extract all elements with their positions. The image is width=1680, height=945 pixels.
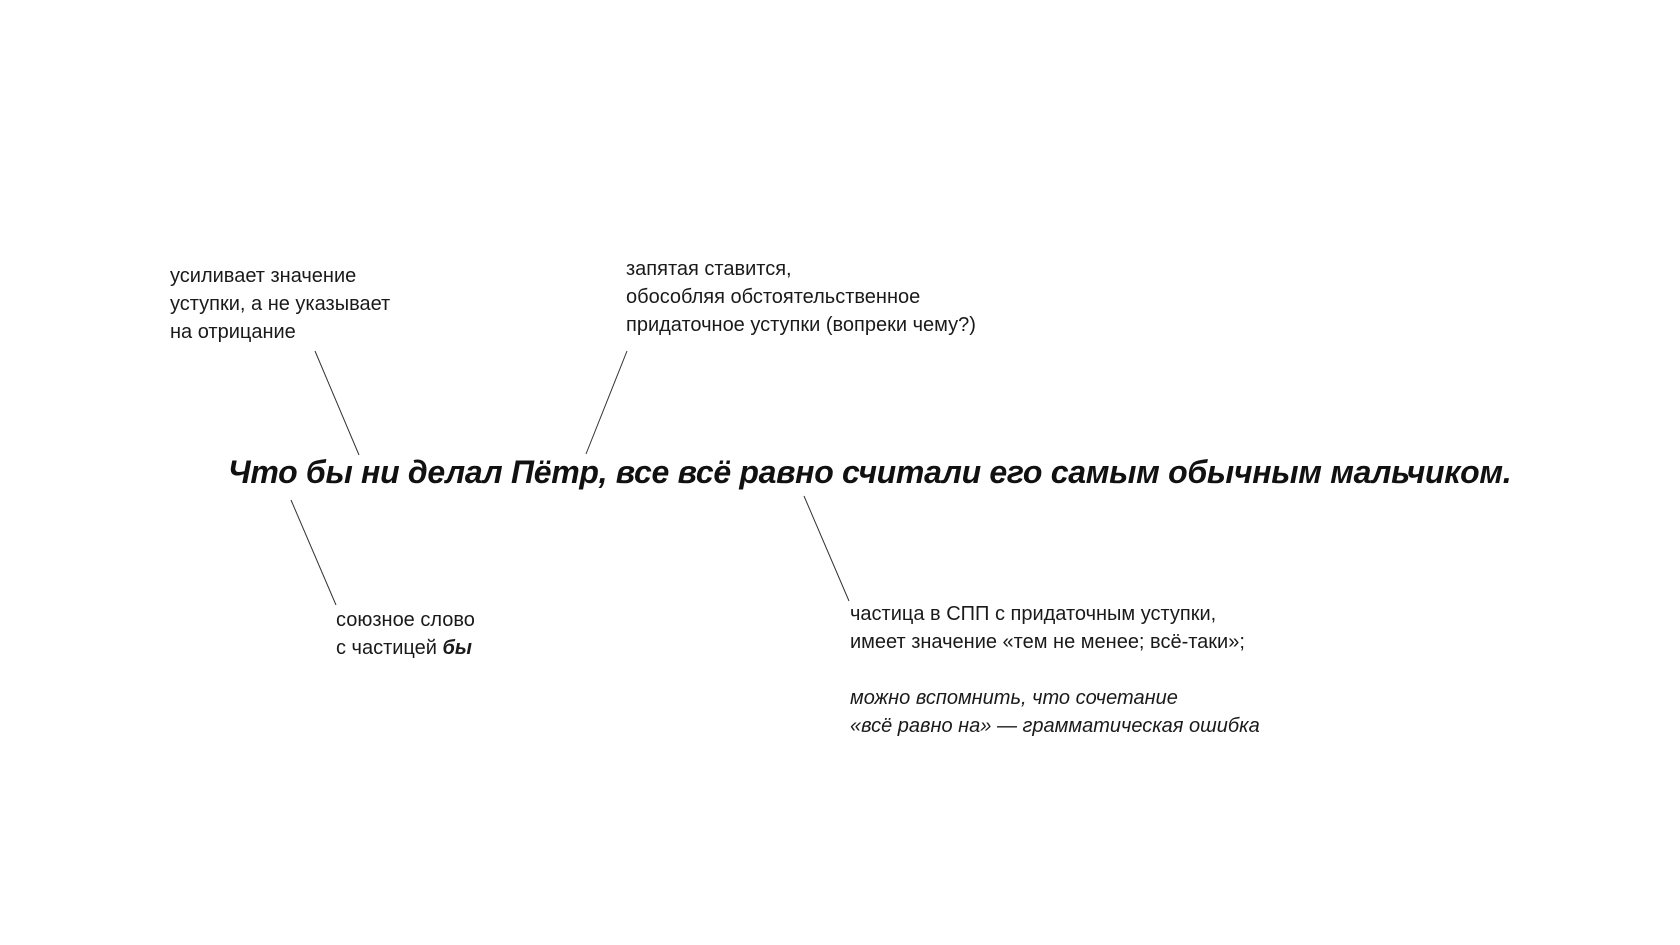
annotation-text: с частицей <box>336 637 443 659</box>
annotation-spacer <box>850 656 1260 684</box>
connector-comma <box>586 351 627 454</box>
annotation-line: придаточное уступки (вопреки чему?) <box>626 314 976 336</box>
annotation-line: запятая ставится, <box>626 258 792 280</box>
example-sentence: Что бы ни делал Пётр, все всё равно считали его самым обычным мальчиком. <box>228 454 1512 490</box>
annotation-comma <box>626 255 976 339</box>
annotation-line: обособляя обстоятельственное <box>626 286 921 308</box>
annotation-conjunctive-word <box>336 606 475 662</box>
annotation-ni-particle <box>170 262 390 346</box>
annotation-line: усиливает значение <box>170 265 357 287</box>
annotation-line-with-emphasis <box>336 634 475 662</box>
annotation-line: частица в СПП с придаточным уступки, <box>850 603 1217 625</box>
annotation-vsyo-ravno <box>850 600 1260 740</box>
annotation-line: уступки, а не указывает <box>170 293 391 315</box>
connector-chto-by <box>291 500 336 605</box>
annotation-line: имеет значение «тем не менее; всё-таки»; <box>850 631 1245 653</box>
annotation-italic-line: можно вспомнить, что сочетание <box>850 687 1178 709</box>
connector-vsyo-ravno <box>804 496 849 601</box>
annotation-line: союзное слово <box>336 609 475 631</box>
emphasized-particle: бы <box>442 637 472 659</box>
annotation-line: на отрицание <box>170 321 296 343</box>
connector-ni <box>315 351 359 455</box>
annotation-italic-line: «всё равно на» — грамматическая ошибка <box>850 715 1260 737</box>
